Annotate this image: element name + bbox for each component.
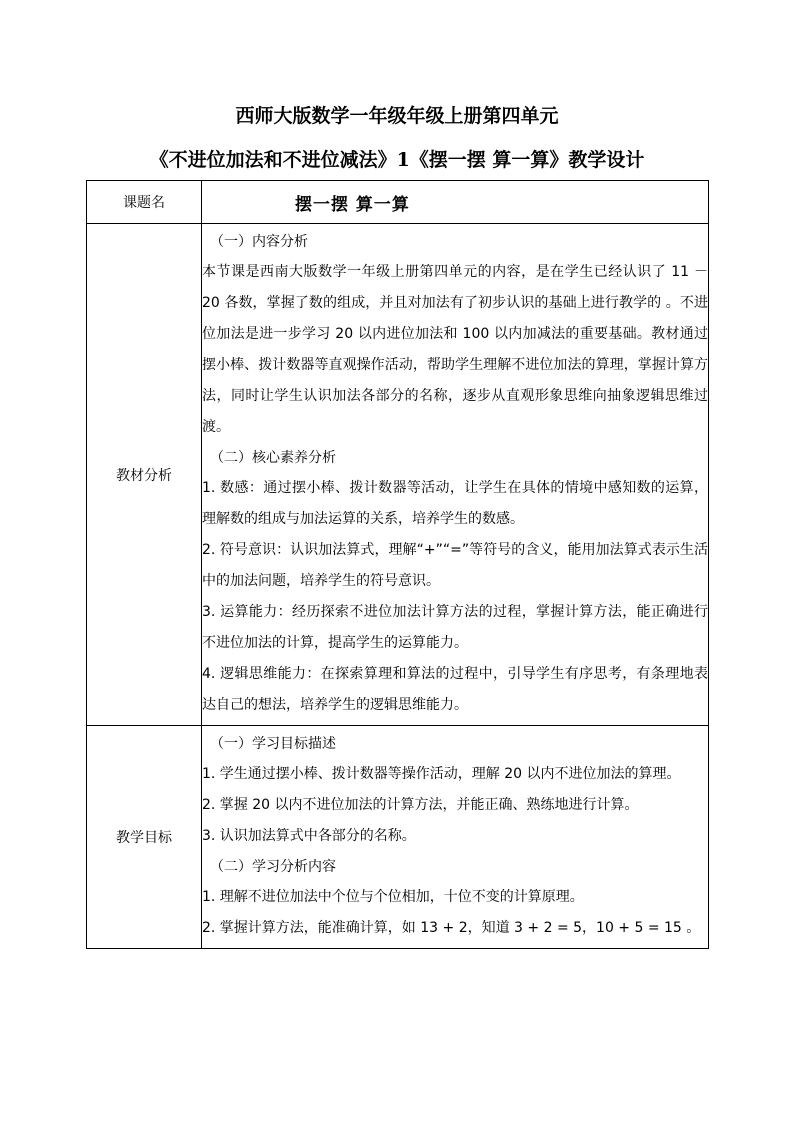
content-item: 1. 理解不进位加法中个位与个位相加，十位不变的计算原理。 [202, 889, 584, 905]
table-row-goals [87, 726, 709, 949]
table-row-material [87, 224, 709, 726]
topic-cell [202, 181, 709, 224]
goals-section2-heading: （二）学习分析内容 [210, 859, 336, 875]
document-title: 西师大版数学一年级年级上册第四单元 [235, 105, 559, 127]
table-row-topic [87, 181, 709, 224]
material-section1-heading: （一）内容分析 [210, 234, 308, 250]
goal-item: 2. 掌握 20 以内不进位加法的计算方法，并能正确、熟练地进行计算。 [202, 797, 639, 813]
topic-value: 摆一摆 算一算 [295, 194, 410, 215]
material-label: 教材分析 [87, 224, 202, 726]
literacy-item: 1. 数感：通过摆小棒、拨计数器等活动，让学生在具体的情境中感知数的运算，理解数的组成与加法运算的关系，培养学生的数感。 [202, 480, 708, 527]
material-cell [202, 224, 709, 726]
goal-item: 1. 学生通过摆小棒、拨计数器等操作活动，理解 20 以内不进位加法的算理。 [202, 766, 681, 782]
literacy-item: 4. 逻辑思维能力：在探索算理和算法的过程中，引导学生有序思考，有条理地表达自己的想法，培养学生的逻辑思维能力。 [202, 666, 708, 713]
material-section1-text: 本节课是西南大版数学一年级上册第四单元的内容，是在学生已经认识了 11 － 20 各数，掌握了数的组成，并且对加法有了初步认识的基础上进行教学的 。不进位加法是进一步学习 20 以内进位加法和 100 以内加减法的重要基础。教材通过摆小棒、拨计数器等直观操作活动，帮助学生理解不进位加法的算理，掌握计算方法，同时让学生认识加法各部分的名称，逐步从直观形象思维向抽象逻辑思维过渡。 [202, 264, 708, 435]
lesson-plan-table [86, 180, 709, 949]
material-section2-heading: （二）核心素养分析 [210, 450, 336, 466]
topic-label: 课题名 [87, 181, 202, 224]
goals-cell [202, 726, 709, 949]
goals-section1-heading: （一）学习目标描述 [210, 736, 336, 752]
literacy-item: 2. 符号意识：认识加法算式，理解“+”“=”等符号的含义，能用加法算式表示生活中的加法问题，培养学生的符号意识。 [202, 542, 708, 589]
literacy-item: 3. 运算能力：经历探索不进位加法计算方法的过程，掌握计算方法，能正确进行不进位加法的计算，提高学生的运算能力。 [202, 604, 708, 651]
goal-item: 3. 认识加法算式中各部分的名称。 [202, 828, 416, 844]
content-item: 2. 掌握计算方法，能准确计算，如 13 + 2，知道 3 + 2 = 5，10 + 5 = 15 。 [202, 920, 701, 936]
goals-label: 教学目标 [87, 726, 202, 949]
document-subtitle: 《不进位加法和不进位减法》1《摆一摆 算一算》教学设计 [149, 149, 645, 171]
